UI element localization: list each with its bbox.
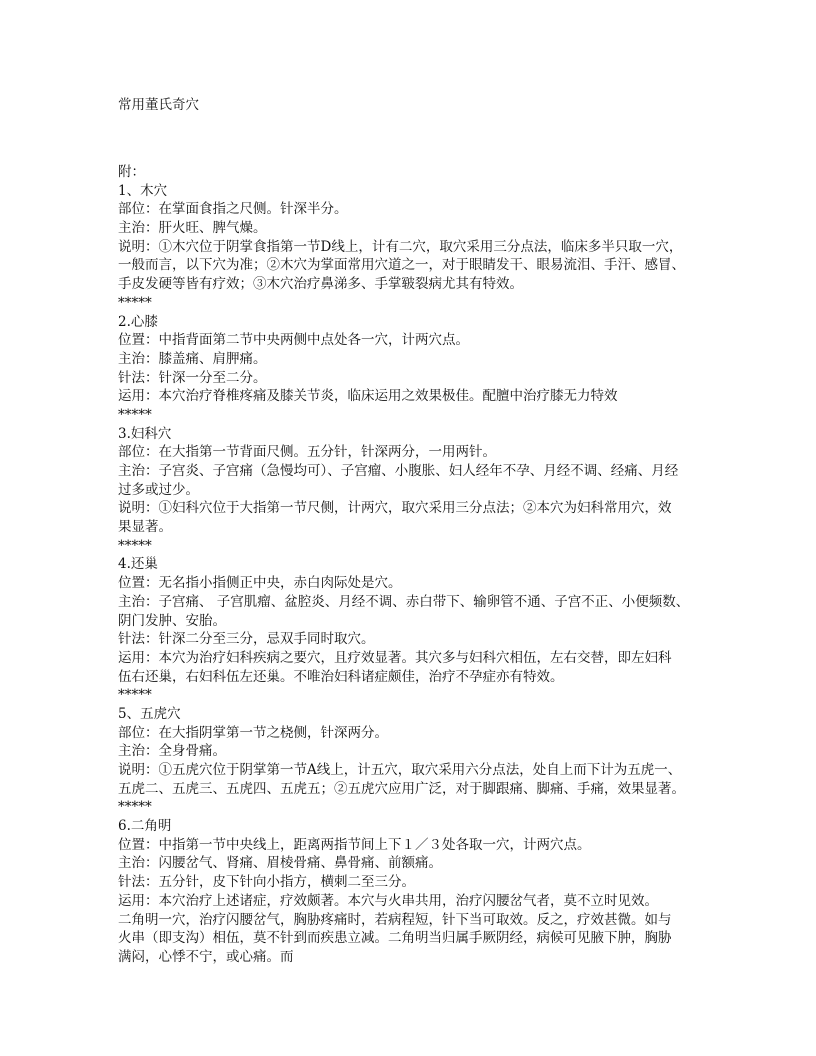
text-line: 1、木穴 (118, 182, 168, 199)
text-line: 4.还巢 (118, 556, 158, 573)
text-line: 位置：无名指小指侧正中央，赤白肉际处是穴。 (118, 575, 402, 592)
section-separator: ***** (118, 799, 152, 816)
text-line: 主治：肝火旺、脾气燥。 (118, 220, 267, 237)
text-line: 主治：子宫炎、子宫痛（急慢均可）、子宫瘤、小腹胀、妇人经年不孕、月经不调、经痛、月经 (118, 463, 679, 479)
text-line: 针法：针深二分至三分，忌双手同时取穴。 (118, 631, 375, 648)
text-line: 火串（即支沟）相伍，莫不针到而疾患立减。二角明当归属手厥阴经，病候可见腋下肿，胸胁 (118, 930, 672, 947)
text-line: 说明：①五虎穴位于阴掌第一节A线上，计五穴，取穴采用六分点法，处自上而下计为五虎一、 (118, 762, 682, 778)
section-separator: ***** (118, 406, 152, 423)
text-line: 主治：闪腰岔气、肾痛、眉棱骨痛、鼻骨痛、前额痛。 (118, 855, 442, 872)
text-line: 主治：膝盖痛、肩胛痛。 (118, 350, 267, 367)
text-line: 满闷，心悸不宁，或心痛。而 (118, 948, 294, 965)
text-line: 运用：本穴治疗脊椎疼痛及膝关节炎，临床运用之效果极佳。配膻中治疗膝无力特效 (118, 388, 618, 405)
text-line: 位置：中指背面第二节中央两侧中点处各一穴，计两穴点。 (118, 332, 469, 349)
document-title: 常用董氏奇穴 (118, 97, 199, 113)
text-line: 5、五虎穴 (118, 705, 181, 722)
text-line: 针法：针深一分至二分。 (118, 369, 267, 386)
text-line: 位置：中指第一节中央线上，距离两指节间上下１／３处各取一穴，计两穴点。 (118, 836, 591, 853)
text-line: 一般而言，以下穴为准；②木穴为掌面常用穴道之一，对于眼睛发干、眼易流泪、手汗、感冒、 (118, 257, 685, 274)
text-line: 说明：①妇科穴位于大指第一节尺侧，计两穴，取穴采用三分点法；②本穴为妇科常用穴，效 (118, 500, 672, 517)
text-line: 部位：在掌面食指之尺侧。针深半分。 (118, 201, 348, 218)
text-line: 附： (118, 164, 145, 180)
text-line: 部位：在大指阴掌第一节之桡侧，针深两分。 (118, 724, 388, 741)
text-line: 运用：本穴治疗上述诸症，疗效颇著。本穴与火串共用，治疗闪腰岔气者，莫不立时见效。 (118, 892, 658, 909)
text-line: 果显著。 (118, 519, 172, 536)
text-line: 运用：本穴为治疗妇科疾病之要穴，且疗效显著。其穴多与妇科穴相伍，左右交替，即左妇科 (118, 649, 672, 666)
document-body (118, 163, 708, 967)
text-line: 3.妇科穴 (118, 425, 172, 442)
text-line: 针法：五分针，皮下针向小指方，横刺二至三分。 (118, 874, 415, 891)
text-line: 6.二角明 (118, 818, 172, 835)
text-line: 主治：全身骨痛。 (118, 743, 226, 760)
text-line: 说明：①木穴位于阴掌食指第一节D线上，计有二穴，取穴采用三分点法，临床多半只取一穴， (118, 238, 683, 255)
text-line: 2.心膝 (118, 313, 158, 330)
text-line: 二角明一穴，治疗闪腰岔气，胸胁疼痛时，若病程短，针下当可取效。反之，疗效甚微。如与 (118, 911, 672, 928)
text-line: 伍右还巢，右妇科伍左还巢。不唯治妇科诸症颇佳，治疗不孕症亦有特效。 (118, 668, 564, 685)
text-line: 五虎二、五虎三、五虎四、五虎五；②五虎穴应用广泛，对于脚跟痛、脚痛、手痛，效果显著。 (118, 780, 685, 797)
text-line: 部位：在大指第一节背面尺侧。五分针，针深两分，一用两针。 (118, 444, 496, 461)
section-separator: ***** (118, 537, 152, 554)
text-line: 主治：子宫痛、 子宫肌瘤、盆腔炎、月经不调、赤白带下、输卵管不通、子宫不正、小便频数、 (118, 593, 690, 610)
text-line: 阴门发肿、安胎。 (118, 612, 226, 629)
section-separator: ***** (118, 294, 152, 311)
text-line: 手皮发硬等皆有疗效；③木穴治疗鼻涕多、手掌皲裂病尤其有特效。 (118, 276, 523, 293)
text-line: 过多或过少。 (118, 481, 199, 498)
section-separator: ***** (118, 687, 152, 704)
